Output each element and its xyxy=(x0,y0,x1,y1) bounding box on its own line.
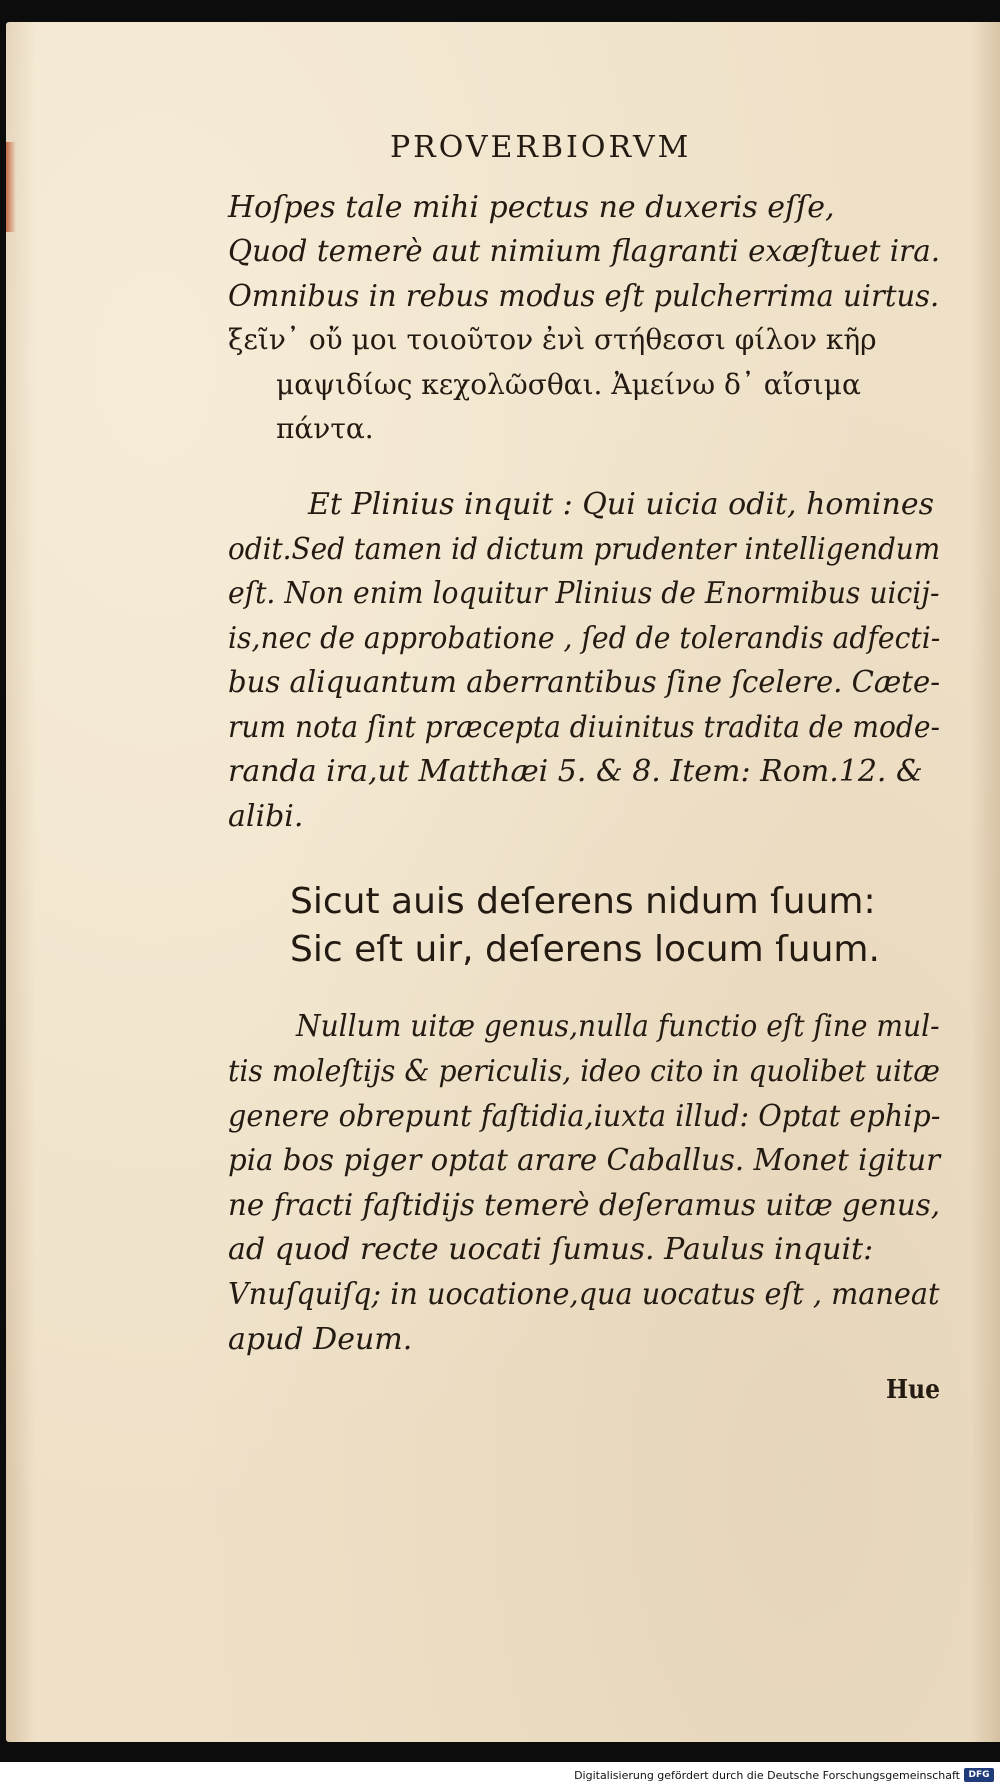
para2-line-3: genere obrepunt faſtidia,iuxta illud: Optat ephip- xyxy=(228,1099,941,1134)
para2-line-1: Nullum uitæ genus,nulla functio eſt ſine mul- xyxy=(296,1009,940,1044)
funding-credit: Digitalisierung gefördert durch die Deutsche Forschungsgemeinschaft xyxy=(574,1769,960,1782)
para1-line-8: alibi. xyxy=(228,799,304,834)
para2-line-6: ad quod recte uocati ſumus. Paulus inquit: xyxy=(228,1232,874,1267)
para1-line-1: Et Plinius inquit : Qui uicia odit, homines xyxy=(308,487,934,522)
dfg-logo: DFG xyxy=(964,1768,994,1782)
running-title: PROVERBIORVM xyxy=(390,130,692,165)
book-page xyxy=(6,22,1000,1742)
proverb-line-2: Sic eſt uir, deſerens locum ſuum. xyxy=(290,929,880,970)
para2-line-2: tis moleſtijs & periculis, ideo cito in quolibet uitæ xyxy=(228,1054,940,1089)
para1-line-4: is,nec de approbatione , ſed de tolerandis adfecti- xyxy=(228,621,941,656)
edge-stain xyxy=(6,142,16,232)
greek-line-1: ξεῖν᾽ οὔ μοι τοιοῦτον ἐνὶ στήθεσσι φίλον κῆρ xyxy=(228,323,877,356)
para2-line-4: pia bos piger optat arare Caballus. Monet igitur xyxy=(228,1143,941,1178)
greek-line-3: πάντα. xyxy=(276,412,374,445)
para1-line-3: eſt. Non enim loquitur Plinius de Enormibus uicij- xyxy=(228,576,940,611)
para1-line-6: rum nota ſint præcepta diuinitus tradita de mode- xyxy=(228,710,941,745)
para2-line-5: ne fracti faſtidijs temerè deſeramus uitæ genus, xyxy=(228,1188,941,1223)
catchword: Hue xyxy=(886,1375,941,1405)
para1-line-7: randa ira,ut Matthæi 5. & 8. Item: Rom.12. & xyxy=(228,754,923,789)
greek-line-2: μαψιδίως κεχολῶσθαι. Ἀμείνω δ᾽ αἴσιμα xyxy=(276,368,861,401)
verse-line-3: Omnibus in rebus modus eſt pulcherrima uirtus. xyxy=(228,279,940,314)
para1-line-2: odit.Sed tamen id dictum prudenter intelligendum xyxy=(228,532,941,567)
para2-line-7: Vnuſquiſq; in uocatione,qua uocatus eſt , maneat xyxy=(228,1277,940,1312)
verse-line-1: Hoſpes tale mihi pectus ne duxeris eſſe, xyxy=(228,190,835,225)
verse-line-2: Quod temerè aut nimium flagranti exæſtuet ira. xyxy=(228,234,941,269)
proverb-line-1: Sicut auis deſerens nidum ſuum: xyxy=(290,881,876,922)
para2-line-8: apud Deum. xyxy=(228,1322,413,1357)
para1-line-5: bus aliquantum aberrantibus ſine ſcelere. Cæte- xyxy=(228,665,941,700)
